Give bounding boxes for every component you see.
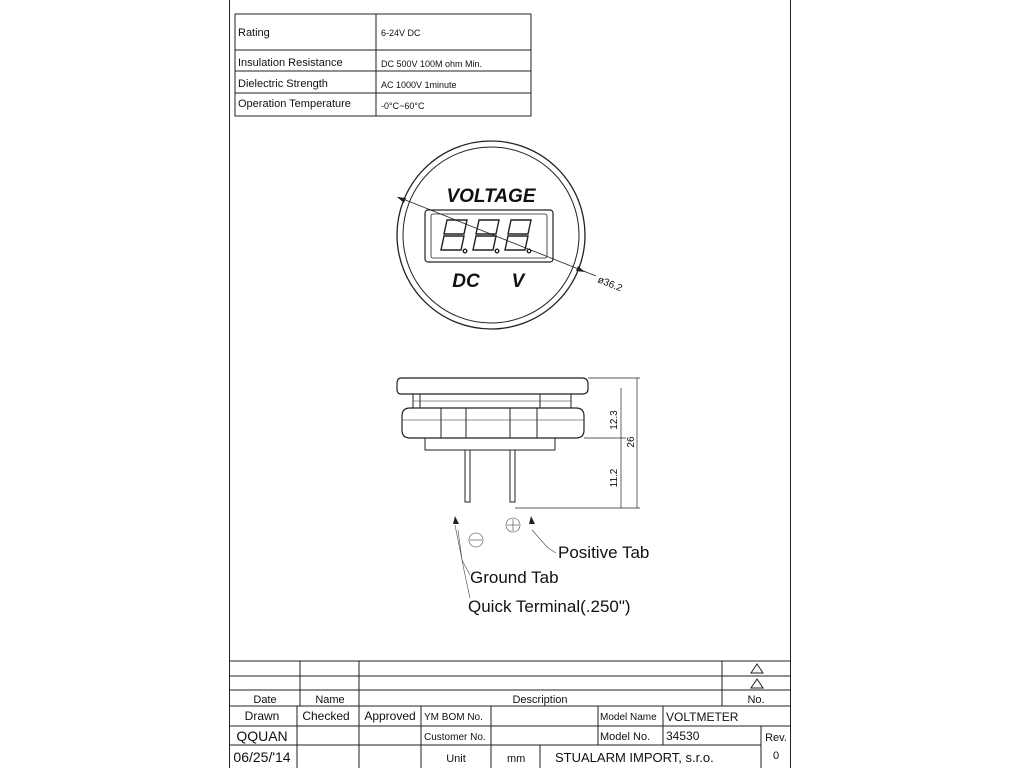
dim-upper-label: 12.3 — [609, 410, 620, 430]
positive-tab-label: Positive Tab — [558, 543, 650, 562]
customer-no-label: Customer No. — [424, 732, 486, 743]
spec-value-rating: 6-24V DC — [381, 28, 421, 38]
dim-lower-label: 11.2 — [609, 468, 620, 488]
front-bezel-cap — [397, 378, 588, 394]
checked-label: Checked — [302, 709, 350, 723]
model-no-value: 34530 — [666, 729, 700, 743]
side-view — [397, 378, 640, 508]
rev-header-date: Date — [253, 694, 277, 706]
front-title-label: VOLTAGE — [446, 186, 536, 207]
model-name-label: Model Name — [600, 712, 657, 723]
rev-header-description: Description — [512, 694, 568, 706]
spec-label-temperature: Operation Temperature — [238, 98, 351, 110]
ym-bom-label: YM BOM No. — [424, 712, 483, 723]
ground-tab — [465, 450, 470, 502]
seven-segment-digits — [441, 220, 531, 253]
rev-value: 0 — [772, 750, 780, 762]
dimension-lines — [515, 378, 640, 508]
spec-label-rating: Rating — [238, 27, 270, 39]
rev-header-no: No. — [747, 694, 765, 706]
mounting-nut — [402, 408, 584, 438]
spec-value-temperature: -0°C~60°C — [381, 101, 425, 111]
model-no-label: Model No. — [600, 731, 651, 743]
unit-label: Unit — [446, 753, 466, 765]
body-base — [425, 438, 555, 450]
spec-value-dielectric: AC 1000V 1minute — [381, 80, 457, 90]
positive-tab — [510, 450, 515, 502]
quick-terminal-label: Quick Terminal(.250") — [468, 597, 631, 616]
front-view — [397, 141, 596, 329]
spec-value-insulation: DC 500V 100M ohm Min. — [381, 59, 483, 69]
spec-label-insulation: Insulation Resistance — [238, 57, 343, 69]
ground-tab-label: Ground Tab — [470, 568, 559, 587]
rev-header-name: Name — [315, 694, 345, 706]
drawn-label: Drawn — [244, 709, 280, 723]
drawn-by-value: QQUAN — [236, 728, 288, 744]
company-name: STUALARM IMPORT, s.r.o. — [555, 750, 714, 765]
diameter-label: ø36.2 — [595, 274, 624, 295]
revision-table — [229, 661, 791, 706]
spec-label-dielectric: Dielectric Strength — [238, 78, 328, 90]
drawn-date-value: 06/25/'14 — [233, 749, 291, 765]
unit-dc-label: DC — [452, 271, 480, 292]
diameter-leader — [398, 197, 596, 276]
dim-total-label: 26 — [626, 436, 637, 448]
model-name-value: VOLTMETER — [666, 710, 739, 724]
unit-v-label: V — [511, 271, 525, 292]
approved-label: Approved — [364, 709, 416, 723]
rev-label: Rev. — [765, 732, 787, 744]
unit-value: mm — [507, 753, 526, 765]
